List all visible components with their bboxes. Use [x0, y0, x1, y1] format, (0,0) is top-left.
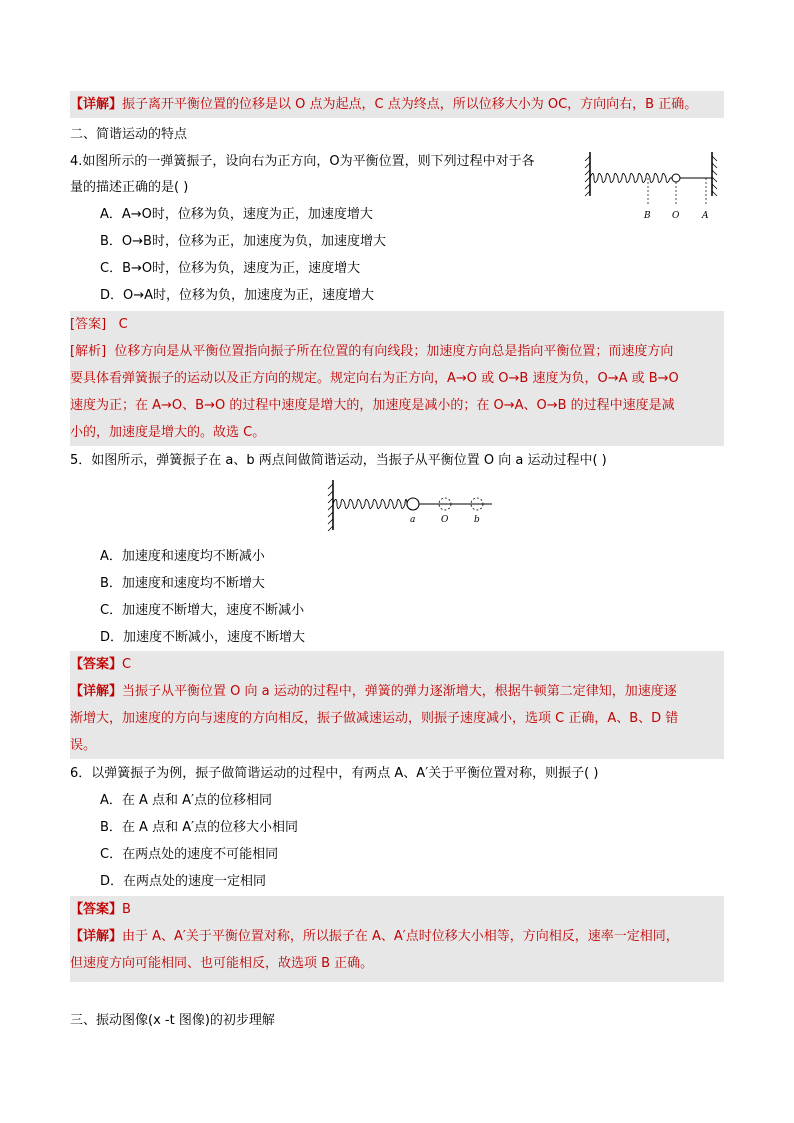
q4-answer-value: C	[118, 317, 128, 332]
q6-detail-line2: 但速度方向可能相同、也可能相反，故选项 B 正确。	[70, 956, 374, 971]
q4-analysis-row1	[70, 338, 724, 365]
q4-label-a: A	[702, 211, 709, 221]
q4-stem-line1: 4.如图所示的一弹簧振子，设向右为正方向，O为平衡位置，则下列过程中对于各	[70, 154, 535, 169]
q5-option-a: A．加速度和速度均不断减小	[100, 549, 265, 564]
q5-option-c: C．加速度不断增大，速度不断减小	[100, 603, 305, 618]
section-title-2: 二、简谐运动的特点	[70, 127, 188, 142]
q5-spring	[333, 500, 407, 509]
section-title-3: 三、振动图像(x -t 图像)的初步理解	[70, 1013, 275, 1028]
q4-analysis-line3: 速度为正；在 A→O、B→O 的过程中速度是增大的，加速度是减小的；在 O→A、O→B 的过程中速度是减	[70, 398, 675, 413]
q4-analysis-line4: 小的，加速度是增大的。故选 C。	[70, 425, 266, 440]
q4-spring-figure	[582, 148, 720, 224]
q4-analysis-line2: 要具体看弹簧振子的运动以及正方向的规定。规定向右为正方向，A→O 或 O→B 速度为负，O→A 或 B→O	[70, 371, 679, 386]
q6-answer-block	[70, 896, 724, 982]
q4-answer-row	[70, 311, 724, 338]
q6-option-a: A．在 A 点和 A′点的位移相同	[100, 793, 273, 808]
q4-label-o: O	[672, 211, 680, 221]
q5-detail-row1	[70, 678, 724, 705]
detail-label: 【详解】	[70, 97, 123, 112]
q5-option-b: B．加速度和速度均不断增大	[100, 576, 265, 591]
q5-label-o: O	[441, 515, 449, 525]
q6-answer-row	[70, 896, 724, 923]
q5-spring-figure	[327, 478, 492, 534]
q5-answer-row	[70, 651, 724, 678]
q4-analysis-label: [解析]	[70, 344, 107, 359]
q4-option-c: C．B→O时，位移为负，速度为正，速度增大	[100, 261, 361, 276]
detail-text: 振子离开平衡位置的位移是以 O 点为起点，C 点为终点，所以位移大小为 OC，方向向右，B 正确。	[122, 97, 698, 112]
q4-option-d: D．O→A时，位移为负，加速度为正，速度增大	[100, 288, 375, 303]
q5-detail-line2: 渐增大，加速度的方向与速度的方向相反，振子做减速运动，则振子速度减小，选项 C 正确，A、B、D 错	[70, 711, 679, 726]
q5-detail-line1: 当振子从平衡位置 O 向 a 运动的过程中，弹簧的弹力逐渐增大，根据牛顿第二定律知，加速度逐	[122, 684, 677, 699]
q4-option-a: A．A→O时，位移为负，速度为正，加速度增大	[100, 207, 373, 222]
q4-label-b: B	[644, 211, 651, 221]
q4-option-b: B．O→B时，位移为正，加速度为负，加速度增大	[100, 234, 386, 249]
q6-detail-line1: 由于 A、A′关于平衡位置对称，所以振子在 A、A′点时位移大小相等，方向相反，速率一定相同，	[122, 929, 679, 944]
q5-detail-label: 【详解】	[70, 684, 123, 699]
q5-stem: 5．如图所示，弹簧振子在 a、b 两点间做简谐运动，当振子从平衡位置 O 向 a 运动过程中( )	[70, 453, 607, 468]
q6-option-c: C．在两点处的速度不可能相同	[100, 847, 279, 862]
q5-answer-label: 【答案】	[70, 657, 123, 672]
q6-answer-value: B	[122, 902, 131, 917]
q4-answer-label: [答案]	[70, 317, 107, 332]
q4-spring	[590, 174, 670, 183]
q5-mass-ball	[407, 498, 419, 510]
q5-answer-value: C	[122, 657, 132, 672]
q6-option-b: B．在 A 点和 A′点的位移大小相同	[100, 820, 299, 835]
q6-stem: 6．以弹簧振子为例，振子做简谐运动的过程中，有两点 A、A′关于平衡位置对称，则振子( )	[70, 766, 599, 781]
q5-answer-block	[70, 651, 724, 759]
top-detail-line	[70, 91, 724, 118]
q4-answer-block	[70, 311, 724, 446]
q6-detail-row1	[70, 923, 724, 950]
q6-detail-label: 【详解】	[70, 929, 123, 944]
q4-analysis-line1: 位移方向是从平衡位置指向振子所在位置的有向线段；加速度方向总是指向平衡位置；而速度方向	[114, 344, 674, 359]
q6-option-d: D．在两点处的速度一定相同	[100, 874, 267, 889]
q4-stem-line2: 量的描述正确的是( )	[70, 180, 189, 195]
q5-option-d: D．加速度不断减小，速度不断增大	[100, 630, 306, 645]
q5-detail-line3: 误。	[70, 738, 97, 753]
q6-answer-label: 【答案】	[70, 902, 123, 917]
q5-label-a: a	[410, 515, 416, 525]
q4-mass-ball	[672, 174, 680, 182]
q5-label-b: b	[474, 515, 480, 525]
